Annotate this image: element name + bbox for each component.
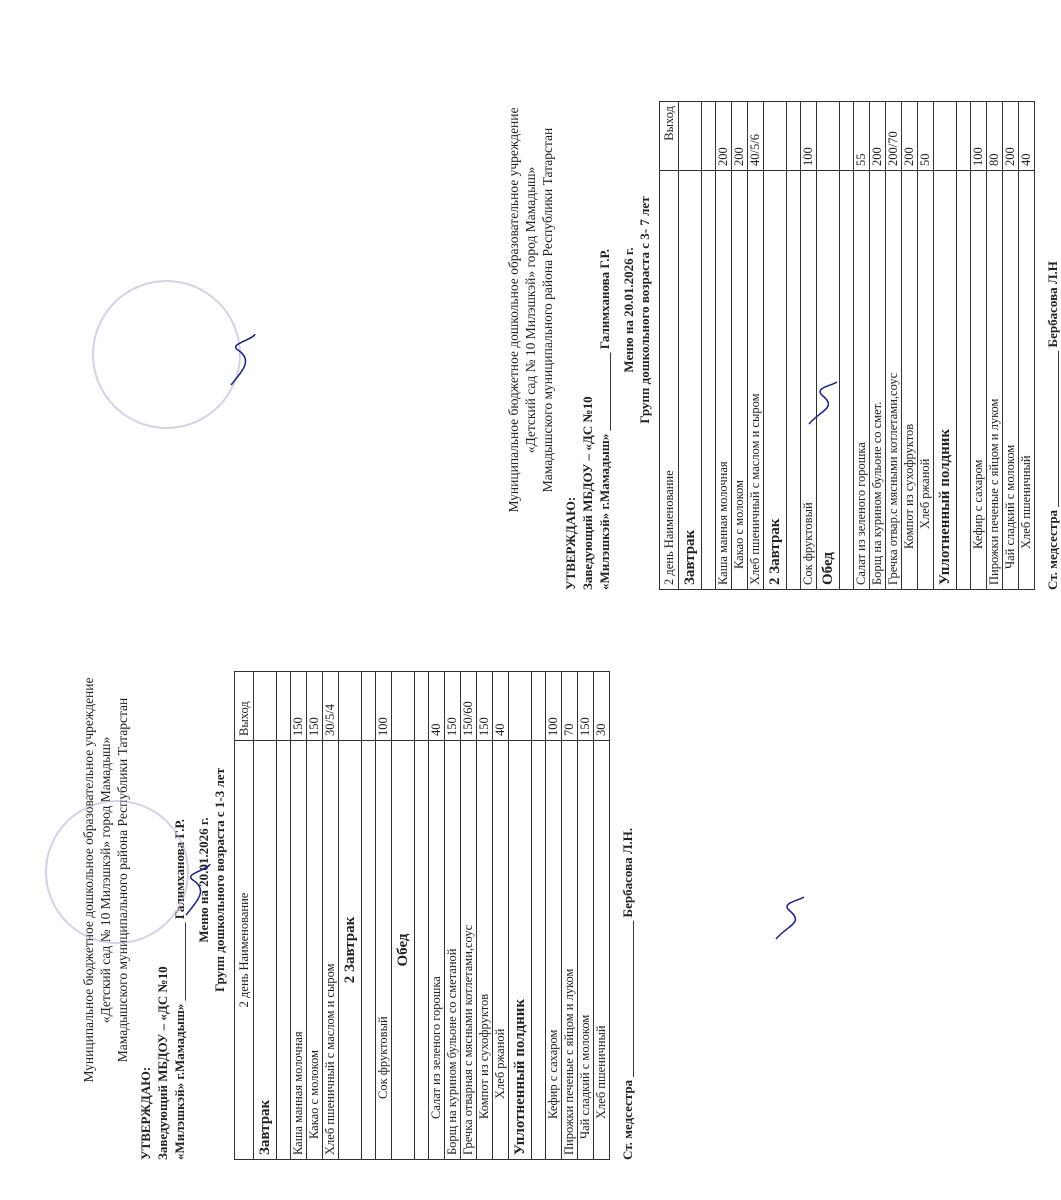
table-row <box>376 672 392 1160</box>
dish-out: 150 <box>307 672 323 741</box>
approve-title: УТВЕРЖДАЮ: <box>138 1066 153 1160</box>
section-title: Обед <box>392 741 415 1160</box>
table-row <box>748 102 764 590</box>
col-name-header: 2 день Наименование <box>235 741 254 1160</box>
dish-out: 100 <box>971 102 987 171</box>
table-row <box>854 102 870 590</box>
section-title: Обед <box>817 171 840 590</box>
dish-name: Какао с молоком <box>307 741 323 1160</box>
dish-out: 200 <box>870 102 886 171</box>
dish-out: 150 <box>477 672 493 741</box>
menu-panel-right <box>505 30 1060 590</box>
approve-line-1: Заведующий МБДОУ – «ДС №10 <box>580 396 595 590</box>
director-name: Галимханова Г.Р. <box>172 818 187 920</box>
dish-name: Хлеб пшеничный с маслом и сыром <box>748 171 764 590</box>
approve-block: УТВЕРЖДАЮ: Заведующий МБДОУ – «ДС №10 «Милэшкэй» г.Мамадыш» ____________ Галимханова Г.Р. <box>137 600 188 1160</box>
dish-name: Пирожки печеные с яйцом и луком <box>987 171 1003 590</box>
dish-out: 200 <box>716 102 732 171</box>
table-row <box>971 102 987 590</box>
table-row <box>307 672 323 1160</box>
dish-name: Хлеб пшеничный с маслом и сыром <box>323 741 339 1160</box>
group-title: Групп дошкольного возраста с 3- 7 лет <box>637 196 652 424</box>
org-line-1: Муниципальное бюджетное дошкольное образовательное учреждение <box>506 107 521 513</box>
dish-out: 40/5/6 <box>748 102 764 171</box>
table-row <box>429 672 445 1160</box>
dish-name: Хлеб пшеничный <box>1019 171 1035 590</box>
table-row <box>732 102 748 590</box>
dish-out: 200 <box>732 102 748 171</box>
org-line-3: Мамадышского муниципального района Республики Татарстан <box>115 697 130 1063</box>
section-title: 2 Завтрак <box>764 171 787 590</box>
table-row <box>493 672 509 1160</box>
section-row <box>934 102 957 590</box>
table-row <box>1019 102 1035 590</box>
dish-name: Сок фруктовый <box>801 171 817 590</box>
nurse-name: Бербасова Л.Н <box>1045 261 1060 348</box>
section-row <box>339 672 362 1160</box>
section-row <box>679 102 702 590</box>
table-row <box>716 102 732 590</box>
dish-name: Хлеб пшеничный <box>594 741 610 1160</box>
section-title: Уплотненный полдник <box>934 171 957 590</box>
dish-out: 40 <box>429 672 445 741</box>
col-out-header: Выход <box>660 102 679 171</box>
table-row <box>477 672 493 1160</box>
dish-name: Кефир с сахаром <box>971 171 987 590</box>
dish-name: Чай сладкий с молоком <box>578 741 594 1160</box>
org-line-2: «Детский сад № 10 Милэшкэй» город Мамадыш» <box>98 736 113 1024</box>
dish-name: Компот из сухофруктов <box>477 741 493 1160</box>
section-row <box>764 102 787 590</box>
col-name-header: 2 день Наименование <box>660 171 679 590</box>
dish-name: Сок фруктовый <box>376 741 392 1160</box>
table-row <box>546 672 562 1160</box>
approve-line-1: Заведующий МБДОУ – «ДС №10 <box>155 966 170 1160</box>
table-row <box>594 672 610 1160</box>
nurse-signature-line: Ст. медсестра ________________________ Бербасова Л.Н <box>1045 261 1060 590</box>
dish-out: 30 <box>594 672 610 741</box>
table-row <box>445 672 461 1160</box>
dish-name: Салат из зеленого горошка <box>854 171 870 590</box>
dish-out: 40 <box>1019 102 1035 171</box>
table-row <box>291 672 307 1160</box>
nurse-signature-line: Ст. медсестра ________________________ Бербасова Л.Н. <box>620 827 635 1160</box>
signature-scribble-nurse-left <box>770 895 810 945</box>
table-row <box>886 102 902 590</box>
dish-name: Каша манная молочная <box>291 741 307 1160</box>
table-row <box>902 102 918 590</box>
org-line-1: Муниципальное бюджетное дошкольное образовательное учреждение <box>81 677 96 1083</box>
section-row <box>509 672 532 1160</box>
table-row <box>870 102 886 590</box>
dish-out: 40 <box>493 672 509 741</box>
menu-date: Меню на 20.01.2026 г. <box>196 817 211 943</box>
stamp-seal-right <box>92 280 241 429</box>
menu-date: Меню на 20.01.2026 г. <box>621 247 636 373</box>
dish-name: Какао с молоком <box>732 171 748 590</box>
table-header-row <box>235 672 254 1160</box>
org-line-2: «Детский сад № 10 Милэшкэй» город Мамадыш» <box>523 166 538 454</box>
approve-line-2a: «Милэшкэй» г.Мамадыш» <box>597 433 612 590</box>
section-title: Завтрак <box>254 741 277 1160</box>
dish-out: 200 <box>1003 102 1019 171</box>
dish-name: Борщ на курином бульоне со сметаной <box>445 741 461 1160</box>
signature-scribble-director-right <box>223 330 263 390</box>
dish-out: 200 <box>902 102 918 171</box>
table-row <box>987 102 1003 590</box>
dish-name: Каша манная молочная <box>716 171 732 590</box>
nurse-label: Ст. медсестра <box>620 1079 635 1160</box>
table-row <box>562 672 578 1160</box>
menu-table <box>234 671 610 1160</box>
dish-out: 100 <box>801 102 817 171</box>
table-row <box>578 672 594 1160</box>
dish-out: 150 <box>291 672 307 741</box>
section-row <box>392 672 415 1160</box>
dish-out: 70 <box>562 672 578 741</box>
dish-out: 30/5/4 <box>323 672 339 741</box>
stamp-seal-left <box>45 800 189 944</box>
dish-out: 150 <box>445 672 461 741</box>
director-name: Галимханова Г.Р. <box>597 248 612 350</box>
signature-scribble-director-left <box>178 860 218 920</box>
dish-name: Хлеб ржаной <box>493 741 509 1160</box>
signature-scribble-nurse-right <box>803 380 843 430</box>
dish-out: 55 <box>854 102 870 171</box>
dish-name: Пирожки печеные с яйцом и луком <box>562 741 578 1160</box>
table-header-row <box>660 102 679 590</box>
group-title: Групп дошкольного возраста с 1-3 лет <box>212 768 227 992</box>
dish-name: Борщ на курином бульоне со смет. <box>870 171 886 590</box>
dish-out: 150/60 <box>461 672 477 741</box>
table-row <box>1003 102 1019 590</box>
approve-line-2a: «Милэшкэй» г.Мамадыш» <box>172 1003 187 1160</box>
nurse-label: Ст. медсестра <box>1045 509 1060 590</box>
section-title: 2 Завтрак <box>339 741 362 1160</box>
dish-out: 100 <box>546 672 562 741</box>
section-row <box>254 672 277 1160</box>
dish-name: Кефир с сахаром <box>546 741 562 1160</box>
table-row <box>323 672 339 1160</box>
dish-out: 80 <box>987 102 1003 171</box>
menu-table <box>659 101 1035 590</box>
dish-name: Хлеб ржаной <box>918 171 934 590</box>
dish-out: 100 <box>376 672 392 741</box>
approve-block: УТВЕРЖДАЮ: Заведующий МБДОУ – «ДС №10 «Милэшкэй» г.Мамадыш» ____________ Галимханова Г.Р. <box>562 30 613 590</box>
table-row <box>801 102 817 590</box>
col-out-header: Выход <box>235 672 254 741</box>
nurse-name: Бербасова Л.Н. <box>620 827 635 918</box>
dish-out: 200/70 <box>886 102 902 171</box>
table-row <box>461 672 477 1160</box>
section-row <box>817 102 840 590</box>
dish-name: Гречка отвар.с мясными котлетами,соус <box>886 171 902 590</box>
table-row <box>918 102 934 590</box>
dish-name: Гречка отварная с мясными котлетами,соус <box>461 741 477 1160</box>
approve-title: УТВЕРЖДАЮ: <box>563 496 578 590</box>
section-title: Уплотненный полдник <box>509 741 532 1160</box>
dish-out: 150 <box>578 672 594 741</box>
dish-name: Компот из сухофруктов <box>902 171 918 590</box>
org-line-3: Мамадышского муниципального района Республики Татарстан <box>540 127 555 493</box>
section-title: Завтрак <box>679 171 702 590</box>
dish-out: 50 <box>918 102 934 171</box>
dish-name: Чай сладкий с молоком <box>1003 171 1019 590</box>
dish-name: Салат из зеленого горошка <box>429 741 445 1160</box>
